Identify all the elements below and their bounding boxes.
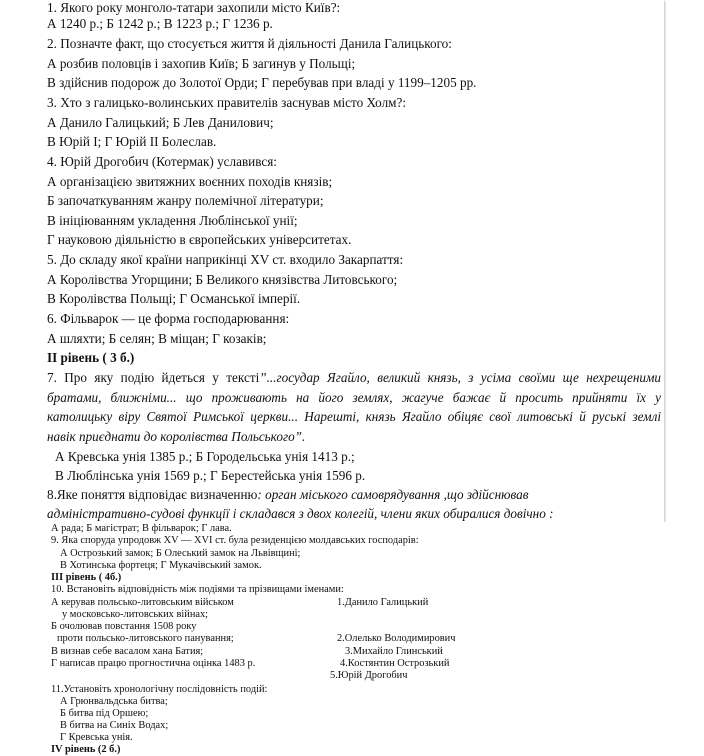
- question-line: В Юрій І; Г Юрій ІІ Болеслав.: [47, 134, 217, 149]
- question-line: Б очолював повстання 1508 року: [51, 621, 197, 632]
- question-line: А шляхти; Б селян; В міщан; Г козаків;: [47, 331, 267, 346]
- question-line: В Королівства Польщі; Г Османської імперії.: [47, 291, 301, 306]
- question-line: В здійснив подорож до Золотої Орди; Г перебував при владі у 1199–1205 рр.: [47, 75, 477, 90]
- question-line: 4.Костянтин Острозький: [340, 658, 450, 669]
- q7-line-1: [47, 370, 661, 386]
- question-line: 1. Якого року монголо-татари захопили місто Київ?:: [47, 0, 341, 15]
- question-line: проти польсько-литовського панування;: [57, 633, 234, 644]
- q7-quote-line-4: навік приєднати до королівства Польського”.: [47, 429, 306, 444]
- question-line: 11.Установіть хронологічну послідовність подій:: [51, 684, 268, 695]
- question-line: 2.Олелько Володимирович: [337, 633, 456, 644]
- question-line: Г науковою діяльністю в європейських університетах.: [47, 232, 352, 247]
- question-line: А Данило Галицький; Б Лев Данилович;: [47, 115, 274, 130]
- question-line: 5. До складу якої країни наприкінці XV ст. входило Закарпаття:: [47, 252, 404, 267]
- question-line: А розбив половців і захопив Київ; Б загинув у Польщі;: [47, 56, 356, 71]
- question-line: Б битва під Оршею;: [60, 708, 149, 719]
- q7-lead: 7. Про яку подію йдеться у тексті: [47, 370, 260, 385]
- q8-line-2: [47, 506, 554, 522]
- question-line: 1.Данило Галицький: [337, 597, 429, 608]
- q7-line-4: [47, 429, 305, 445]
- q7-quote-line-2: братами, ближніми... що проживають на його землях, жагуче бажає й просить прийняти їх у: [47, 390, 661, 405]
- question-line: 4. Юрій Дрогобич (Котермак) уславився:: [47, 154, 277, 169]
- question-line: ІІІ рівень ( 4б.): [51, 572, 122, 583]
- question-line: В Хотинська фортеця; Г Мукачівський замок.: [60, 560, 262, 571]
- question-line: 9. Яка споруда упродовж XV — XVI ст. була резиденцією молдавських господарів:: [51, 535, 419, 546]
- question-line: 2. Позначте факт, що стосується життя й діяльності Данила Галицького:: [47, 36, 452, 51]
- question-line: 3. Хто з галицько-волинських правителів заснував місто Холм?:: [47, 95, 407, 110]
- question-line: 3.Михайло Глинський: [345, 646, 443, 657]
- question-line: А Грюнвальдська битва;: [60, 696, 168, 707]
- q7-quote-start: ”...государ Ягайло, великий князь, з усіма своїми ще нехрещеними: [259, 370, 661, 385]
- q8-line-1: [47, 487, 528, 503]
- question-line: А рада; Б магістрат; В фільварок; Г лава.: [51, 523, 232, 534]
- question-line: IV рівень (2 б.): [51, 744, 121, 755]
- question-line: А Кревська унія 1385 р.; Б Городельська унія 1413 р.;: [55, 449, 355, 464]
- question-line: 10. Встановіть відповідність між подіями та прізвищами іменами:: [51, 584, 344, 595]
- q8-definition-2: адміністративно-судові функції і складався з двох колегій, члени яких обиралися довічно :: [47, 506, 554, 521]
- q7-quote-line-3: католицьку віру Святої Римської церкви... Нарешті, князь Ягайло обіцяє свої литовські й руські землі: [47, 409, 661, 424]
- q8-definition-1: : орган міського самоврядування ,що здійснював: [257, 487, 529, 502]
- question-line: В визнав себе васалом хана Батия;: [51, 646, 204, 657]
- question-line: А 1240 р.; Б 1242 р.; В 1223 р.; Г 1236 р.: [47, 16, 273, 31]
- question-line: 6. Фільварок — це форма господарювання:: [47, 311, 290, 326]
- q7-line-3: [47, 409, 661, 425]
- question-line: 5.Юрій Дрогобич: [330, 670, 408, 681]
- question-line: А Острозький замок; Б Олеський замок на Львівщині;: [60, 548, 301, 559]
- question-line: В Люблінська унія 1569 р.; Г Берестейська унія 1596 р.: [55, 468, 366, 483]
- question-line: у московсько-литовських війнах;: [62, 609, 209, 620]
- question-line: В битва на Синіх Водах;: [60, 720, 169, 731]
- q7-line-2: [47, 390, 661, 406]
- question-line: Г написав працю прогностична оцінка 1483 р.: [51, 658, 256, 669]
- question-line: А Королівства Угорщини; Б Великого князівства Литовського;: [47, 272, 398, 287]
- question-line: Б започаткуванням жанру полемічної літератури;: [47, 193, 324, 208]
- q8-lead: 8.Яке поняття відповідає визначенню: [47, 487, 258, 502]
- question-line: А організацією звитяжних воєнних походів князів;: [47, 174, 333, 189]
- question-line: Г Кревська унія.: [60, 732, 133, 743]
- question-line: ІІ рівень ( 3 б.): [47, 350, 135, 365]
- question-line: А керував польсько-литовським військом: [51, 597, 234, 608]
- question-line: В ініціюванням укладення Люблінської унії;: [47, 213, 298, 228]
